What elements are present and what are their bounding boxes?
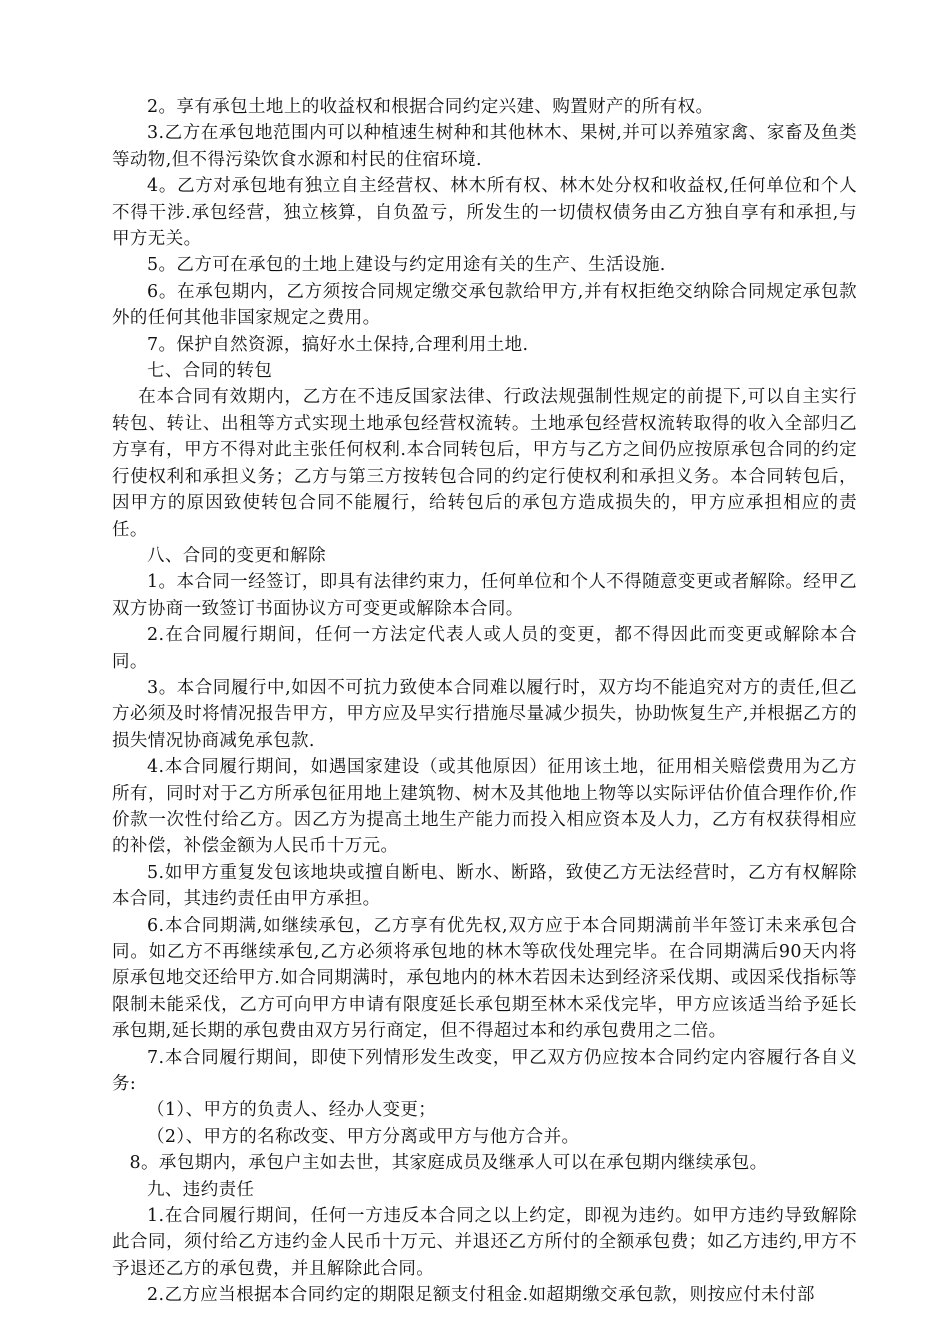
paragraph: 九、违约责任 [147, 1179, 255, 1200]
paragraph: 8。承包期内，承包户主如去世，其家庭成员及继承人可以在承包期内继续承包。 [129, 1153, 768, 1174]
paragraph: 1。本合同一经签订，即具有法律约束力，任何单位和个人不得随意变更或者解除。经甲乙双方协商一致签订书面协议方可变更或解除本合同。 [112, 572, 857, 619]
contract-body [112, 94, 857, 1309]
paragraph: 4。乙方对承包地有独立自主经营权、林木所有权、林木处分权和收益权,任何单位和个人不得干涉.承包经营，独立核算，自负盈亏，所发生的一切债权债务由乙方独自享有和承担,与甲方无关。 [112, 176, 857, 250]
paragraph: 6.本合同期满,如继续承包，乙方享有优先权,双方应于本合同期满前半年签订未来承包合同。如乙方不再继续承包,乙方必须将承包地的林木等砍伐处理完毕。在合同期满后90天内将原承包地交还给甲方.如合同期满时，承包地内的林木若因未达到经济采伐期、或因采伐指标等限制未能采伐，乙方可向甲方申请有限度延长承包期至林木采伐完毕，甲方应该适当给予延长承包期,延长期的承包费由双方另行商定，但不得超过本和约承包费用之二倍。 [112, 915, 857, 1042]
paragraph: 2.在合同履行期间，任何一方法定代表人或人员的变更，都不得因此而变更或解除本合同。 [112, 625, 857, 672]
paragraph: 3。本合同履行中,如因不可抗力致使本合同难以履行时，双方均不能追究对方的责任,但乙方必须及时将情况报告甲方，甲方应及早实行措施尽量减少损失，协助恢复生产,并根据乙方的损失情况协商减免承包款. [112, 677, 857, 751]
paragraph: （2）、甲方的名称改变、甲方分离或甲方与他方合并。 [147, 1126, 580, 1147]
paragraph: 1.在合同履行期间，任何一方违反本合同之以上约定，即视为违约。如甲方违约导致解除此合同，须付给乙方违约金人民币十万元、并退还乙方所付的全额承包费；如乙方违约,甲方不予退还乙方的承包费，并且解除此合同。 [112, 1206, 857, 1279]
paragraph: 2。享有承包土地上的收益权和根据合同约定兴建、购置财产的所有权。 [147, 97, 714, 117]
paragraph: 7.本合同履行期间，即使下列情形发生改变，甲乙双方仍应按本合同约定内容履行各自义务: [112, 1047, 857, 1095]
paragraph: 八、合同的变更和解除 [147, 545, 326, 566]
paragraph: 在本合同有效期内，乙方在不违反国家法律、行政法规强制性规定的前提下,可以自主实行转包、转让、出租等方式实现土地承包经营权流转。土地承包经营权流转取得的收入全部归乙方享有，甲方不得对此主张任何权利.本合同转包后，甲方与乙方之间仍应按原承包合同的约定行使权利和承担义务；乙方与第三方按转包合同的约定行使权利和承担义务。本合同转包后，因甲方的原因致使转包合同不能履行，给转包后的承包方造成损失的，甲方应承担相应的责任。 [112, 387, 857, 540]
paragraph: （1）、甲方的负责人、经办人变更； [147, 1100, 437, 1121]
paragraph: 2.乙方应当根据本合同约定的期限足额支付租金.如超期缴交承包款，则按应付未付部 [147, 1285, 815, 1306]
paragraph: 7。保护自然资源，搞好水土保持,合理利用土地. [147, 334, 529, 355]
paragraph: 5.如甲方重复发包该地块或擅自断电、断水、断路，致使乙方无法经营时，乙方有权解除本合同，其违约责任由甲方承担。 [112, 862, 857, 910]
paragraph: 6。在承包期内，乙方须按合同规定缴交承包款给甲方,并有权拒绝交纳除合同规定承包款外的任何其他非国家规定之费用。 [112, 281, 857, 329]
paragraph: 4.本合同履行期间，如遇国家建设（或其他原因）征用该土地，征用相关赔偿费用为乙方所有，同时对于乙方所承包征用地上建筑物、树木及其他地上物等以实际评估价值合理作价,作价款一次性付给乙方。因乙方为提高土地生产能力而投入相应资本及人力，乙方有权获得相应的补偿，补偿金额为人民币十万元。 [112, 757, 857, 857]
paragraph: 5。乙方可在承包的土地上建设与约定用途有关的生产、生活设施. [147, 255, 666, 276]
paragraph: 3.乙方在承包地范围内可以种植速生树种和其他林木、果树,并可以养殖家禽、家畜及鱼类等动物,但不得污染饮食水源和村民的住宿环境. [112, 123, 857, 170]
paragraph: 七、合同的转包 [147, 361, 273, 382]
